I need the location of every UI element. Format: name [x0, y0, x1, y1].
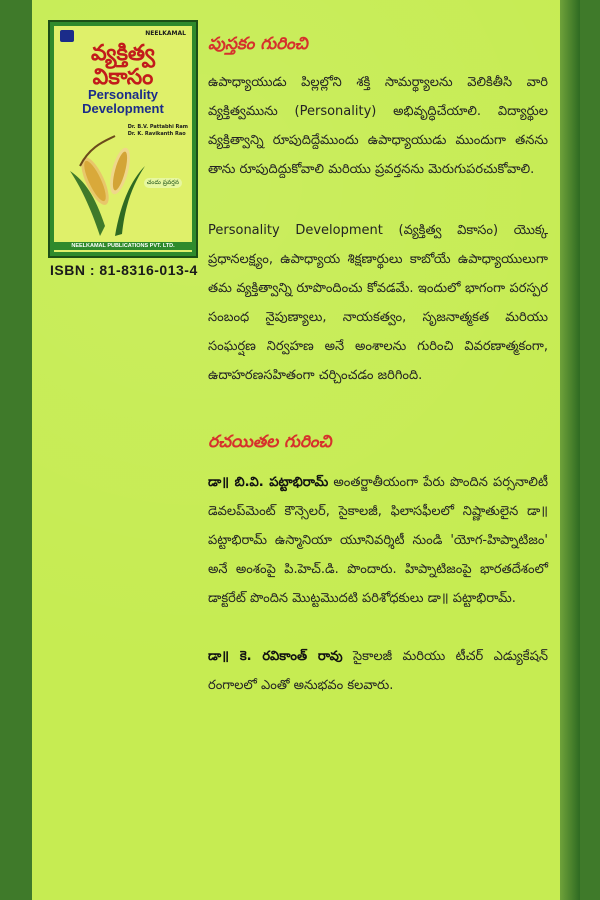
author-2-name: డా॥ కె. రవికాంత్ రావు [208, 649, 343, 664]
cover-authors [128, 124, 188, 138]
author-1-name: డా॥ బి.వి. పట్టాభిరామ్ [208, 475, 329, 490]
spine-edge [560, 0, 580, 900]
cover-publisher: NEELKAMAL PUBLICATIONS PVT. LTD. [54, 242, 192, 250]
author-2-bio [208, 642, 548, 700]
author-2-text: సైకాలజీ మరియు టీచర్ ఎడ్యుకేషన్ రంగాలలో ఎంతో అనుభవం కలవారు. [208, 649, 548, 693]
cover-title-english [54, 88, 192, 116]
about-authors-heading: రచయితల గురించి [208, 432, 332, 452]
author-1-text: అంతర్జాతీయంగా పేరు పొందిన పర్సనాలిటీ డెవలప్‌మెంట్ కౌన్సెలర్, సైకాలజీ, ఫిలాసఫీలలో నిష్ణాతులైన డా॥ పట్టాభిరామ్ ఉస్మానియా యూనివర్శిటీ నుండి 'యోగ-హిప్నాటిజం' అనే అంశంపై పి.హెచ్.డి. పొందారు. హిప్నాటిజంపై భారతదేశంలో డాక్టరేట్ పొందిన మొట్టమొదటి పరిశోధకులు డా॥ పట్టాభిరామ్. [208, 475, 549, 606]
about-book-paragraph-2: Personality Development (వ్యక్తిత్వ వికాసం) యొక్క ప్రధానలక్ష్యం, ఉపాధ్యాయ శిక్షణార్థులు కాబోయే ఉపాధ్యాయులుగా తమ వ్యక్తిత్వాన్ని రూపొందించు కోవడమే. ఇందులో భాగంగా పరస్పర సంబంధ నైపుణ్యాలు, నాయకత్వం, సృజనాత్మకత మరియు సంఘర్షణ నిర్వహణ అనే అంశాలను గురించి వివరణాత్మకంగా, ఉదాహరణసహితంగా చర్చించడం జరిగింది. [208, 223, 548, 383]
cover-author-2: Dr. K. Ravikanth Rao [127, 131, 186, 137]
cover-title-te-line1: వ్యక్తిత్వ [90, 41, 156, 66]
about-book-paragraph-1: ఉపాధ్యాయుడు పిల్లల్లోని శక్తి సామర్థ్యాలను వెలికితీసి వారి వ్యక్తిత్వమును (Personality) అభివృద్ధిచేయాలి. విద్యార్థుల వ్యక్తిత్వాన్ని రూపుదిద్దేముందు ఉపాధ్యాయుడు ముందుగా తనను తాను రూపుదిద్దుకోవాలి మరియు ప్రవర్తనను మెరుగుపరచుకోవాలి. [208, 75, 548, 177]
about-book-heading: పుస్తకం గురించి [208, 34, 308, 54]
publisher-logo-icon [60, 30, 74, 42]
cover-author-1: Dr. B.V. Pattabhi Ram [127, 124, 188, 130]
cover-title-te-line2: వికాసం [92, 65, 154, 90]
book-cover-thumbnail [48, 20, 198, 258]
cover-brand: NEELKAMAL [145, 30, 186, 37]
cover-badge: చందు ప్రవర్తన [144, 178, 182, 188]
cover-title-telugu [54, 42, 192, 90]
cover-title-en-line1: Personality [87, 87, 159, 102]
author-1-bio [208, 468, 548, 613]
isbn-number: ISBN : 81-8316-013-4 [50, 262, 198, 278]
cover-title-en-line2: Development [82, 101, 164, 116]
cover-panel [54, 26, 192, 252]
